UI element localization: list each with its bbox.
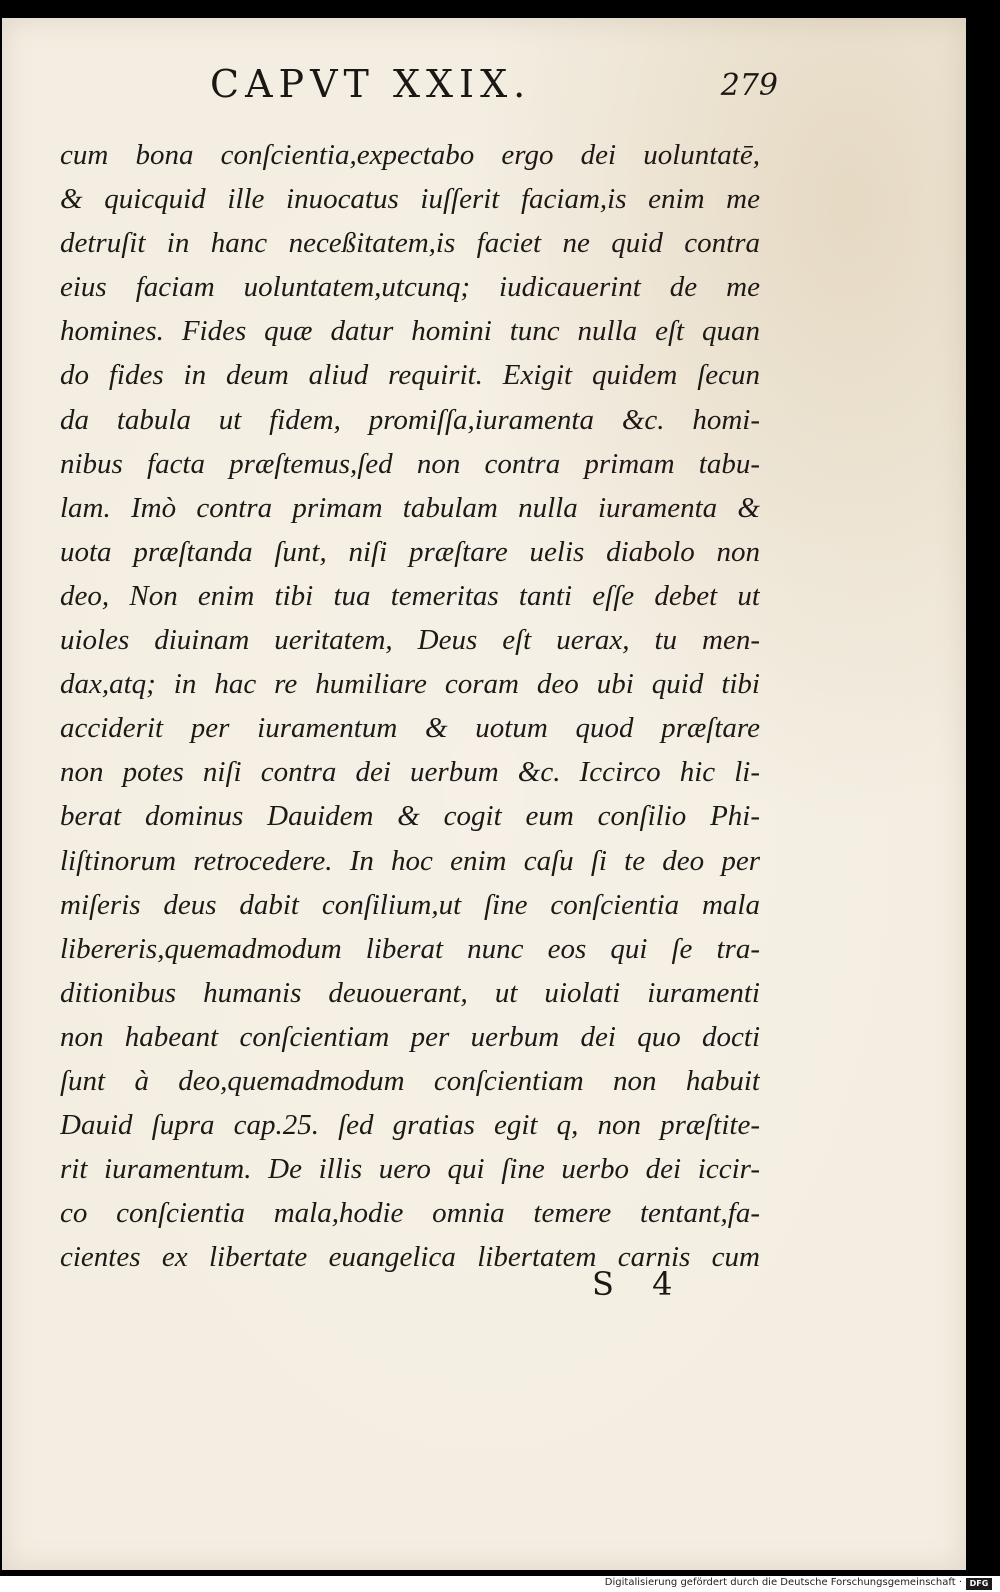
text-line: nibus facta præſtemus,ſed non contra primam tabu-: [60, 447, 760, 480]
page-number: 279: [720, 68, 778, 103]
text-line: dax,atq; in hac re humiliare coram deo ubi quid tibi: [60, 668, 760, 701]
text-line: detruſit in hanc neceßitatem,is faciet ne quid contra: [60, 227, 760, 260]
text-line: co conſcientia mala,hodie omnia temere tentant,fa-: [60, 1197, 760, 1230]
running-head: CAPVT XXIX.: [210, 62, 532, 106]
text-line: miſeris deus dabit conſilium,ut ſine conſcientia mala: [60, 888, 760, 921]
text-line: uota præſtanda ſunt, niſi præſtare uelis diabolo non: [60, 535, 760, 568]
dfg-logo: DFG: [966, 1578, 992, 1590]
text-line: cum bona conſcientia,expectabo ergo dei uoluntatē,: [60, 139, 760, 171]
text-line: cientes ex libertate euangelica libertatem carnis cum: [60, 1241, 760, 1274]
text-line: deo, Non enim tibi tua temeritas tanti eſſe debet ut: [60, 579, 760, 612]
body-text: [60, 133, 760, 1279]
text-line: berat dominus Dauidem & cogit eum conſilio Phi-: [60, 800, 760, 833]
signature-mark: S 4: [592, 1265, 687, 1303]
text-line: homines. Fides quæ datur homini tunc nulla eſt quan: [60, 315, 760, 348]
text-line: do fides in deum aliud requirit. Exigit quidem ſecun: [60, 359, 760, 392]
text-line: ditionibus humanis deuouerant, ut uiolati iuramenti: [60, 976, 760, 1009]
digitization-credit: Digitalisierung gefördert durch die Deutsche Forschungsgemeinschaft ·: [604, 1577, 962, 1588]
text-line: uioles diuinam ueritatem, Deus eſt uerax, tu men-: [60, 624, 760, 657]
text-line: eius faciam uoluntatem,utcunq; iudicauerint de me: [60, 271, 760, 304]
text-line: Dauid ſupra cap.25. ſed gratias egit q, non præſtite-: [60, 1109, 760, 1142]
text-line: lam. Imò contra primam tabulam nulla iuramenta &: [60, 491, 760, 524]
text-line: acciderit per iuramentum & uotum quod præſtare: [60, 712, 760, 745]
text-line: & quicquid ille inuocatus iuſſerit faciam,is enim me: [60, 183, 760, 216]
text-line: non habeant conſcientiam per uerbum dei quo docti: [60, 1020, 760, 1053]
text-line: non potes niſi contra dei uerbum &c. Iccirco hic li-: [60, 756, 760, 789]
text-line: libereris,quemadmodum liberat nunc eos qui ſe tra-: [60, 932, 760, 965]
text-line: da tabula ut fidem, promiſſa,iuramenta &c. homi-: [60, 403, 760, 436]
text-line: ſunt à deo,quemadmodum conſcientiam non habuit: [60, 1064, 760, 1097]
text-line: liſtinorum retrocedere. In hoc enim caſu ſi te deo per: [60, 844, 760, 877]
book-page: [2, 18, 966, 1570]
text-line: rit iuramentum. De illis uero qui ſine uerbo dei iccir-: [60, 1153, 760, 1186]
